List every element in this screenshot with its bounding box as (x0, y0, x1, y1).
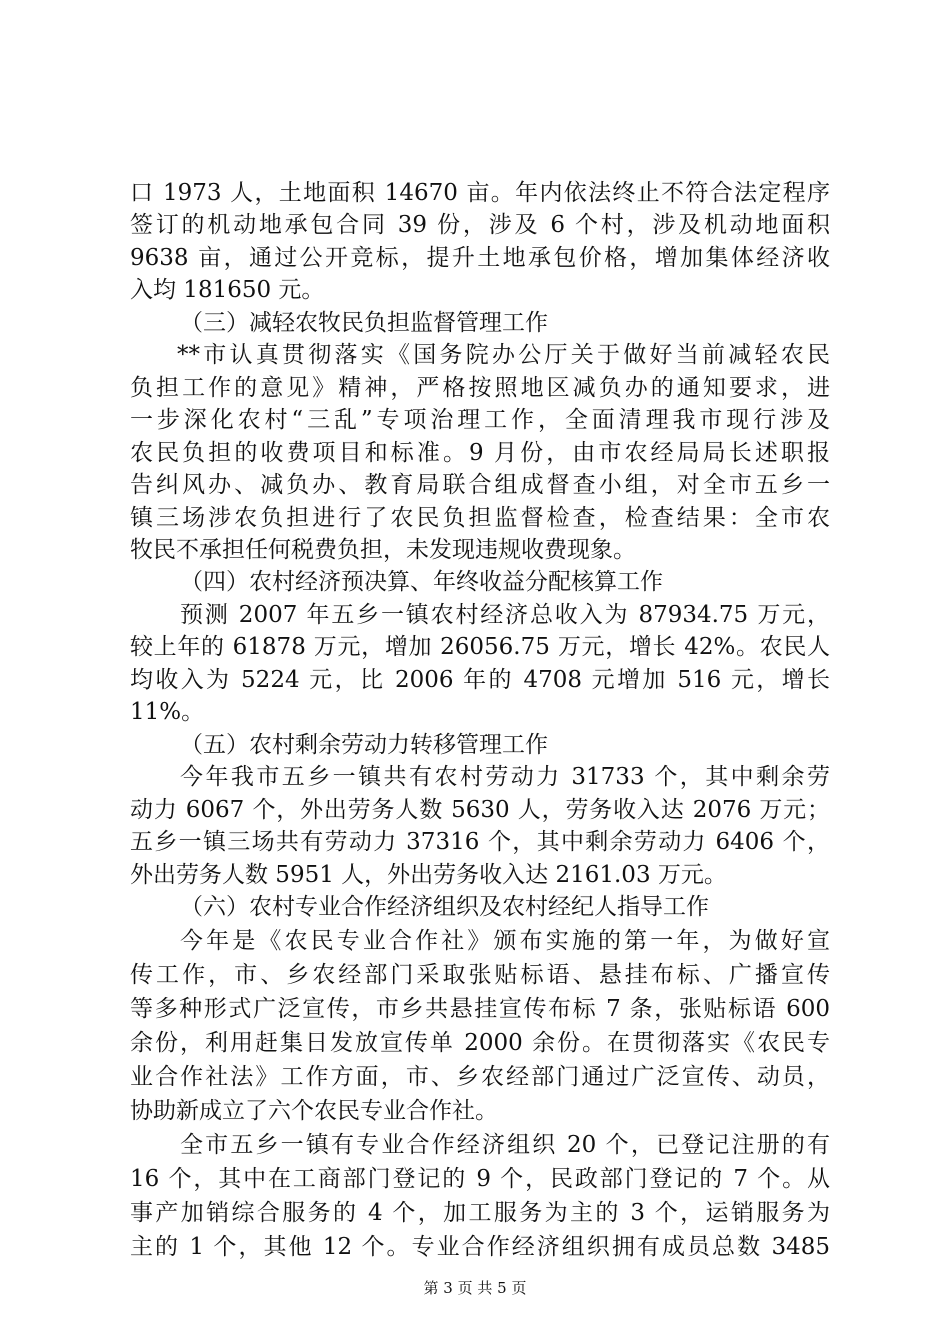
body-line: 今年是《农民专业合作社》颁布实施的第一年，为做好宣 (180, 928, 830, 954)
body-line: 告纠风办、减负办、教育局联合组成督查小组，对全市五乡一 (130, 472, 830, 499)
body-line: 负担工作的意见》精神，严格按照地区减负办的通知要求，进 (130, 374, 830, 401)
body-line: 全市五乡一镇有专业合作经济组织 20 个，已登记注册的有 (180, 1132, 830, 1158)
body-line: 事产加销综合服务的 4 个，加工服务为主的 3 个，运销服务为 (130, 1200, 830, 1226)
section-heading: （四）农村经济预决算、年终收益分配核算工作 (180, 569, 663, 596)
body-line: 今年我市五乡一镇共有农村劳动力 31733 个，其中剩余劳 (180, 764, 830, 791)
body-line: 等多种形式广泛宣传，市乡共悬挂宣传布标 7 条，张贴标语 600 (130, 996, 830, 1022)
body-line: 传工作，市、乡农经部门采取张贴标语、悬挂布标、广播宣传 (130, 962, 830, 988)
body-line: 签订的机动地承包合同 39 份，涉及 6 个村，涉及机动地面积 (130, 212, 830, 239)
body-line: 外出劳务人数 5951 人，外出劳务收入达 2161.03 万元。 (130, 861, 727, 888)
body-line: 余份，利用赶集日发放宣传单 2000 余份。在贯彻落实《农民专 (130, 1030, 830, 1056)
body-line: 口 1973 人，土地面积 14670 亩。年内依法终止不符合法定程序 (130, 180, 830, 206)
body-line: 9638 亩，通过公开竞标，提升土地承包价格，增加集体经济收 (130, 244, 830, 271)
body-line: 镇三场涉农负担进行了农民负担监督检查，检查结果：全市农 (130, 504, 830, 531)
body-line: 入均 181650 元。 (130, 277, 325, 304)
page-number-footer: 第 3 页 共 5 页 (423, 1279, 527, 1297)
body-line: 预测 2007 年五乡一镇农村经济总收入为 87934.75 万元， (180, 601, 830, 628)
body-line: 11%。 (130, 699, 205, 726)
body-line: 五乡一镇三场共有劳动力 37316 个，其中剩余劳动力 6406 个， (130, 829, 830, 856)
section-heading: （五）农村剩余劳动力转移管理工作 (180, 731, 548, 758)
body-line: 主的 1 个，其他 12 个。专业合作经济组织拥有成员总数 3485 (130, 1234, 830, 1260)
body-line: **市认真贯彻落实《国务院办公厅关于做好当前减轻农民 (177, 342, 830, 369)
section-heading: （六）农村专业合作经济组织及农村经纪人指导工作 (180, 894, 709, 920)
body-line: 16 个，其中在工商部门登记的 9 个，民政部门登记的 7 个。从 (130, 1166, 830, 1192)
section-heading: （三）减轻农牧民负担监督管理工作 (180, 309, 548, 336)
body-line: 较上年的 61878 万元，增加 26056.75 万元，增长 42%。农民人 (130, 634, 830, 661)
body-line: 农民负担的收费项目和标准。9 月份，由市农经局局长述职报 (130, 439, 830, 466)
body-line: 一步深化农村“三乱”专项治理工作，全面清理我市现行涉及 (130, 407, 830, 434)
body-line: 业合作社法》工作方面，市、乡农经部门通过广泛宣传、动员， (130, 1064, 830, 1090)
body-line: 协助新成立了六个农民专业合作社。 (130, 1098, 498, 1124)
body-line: 动力 6067 个，外出劳务人数 5630 人，劳务收入达 2076 万元； (130, 796, 830, 823)
body-line: 均收入为 5224 元，比 2006 年的 4708 元增加 516 元，增长 (130, 666, 830, 693)
body-line: 牧民不承担任何税费负担，未发现违规收费现象。 (130, 537, 636, 563)
